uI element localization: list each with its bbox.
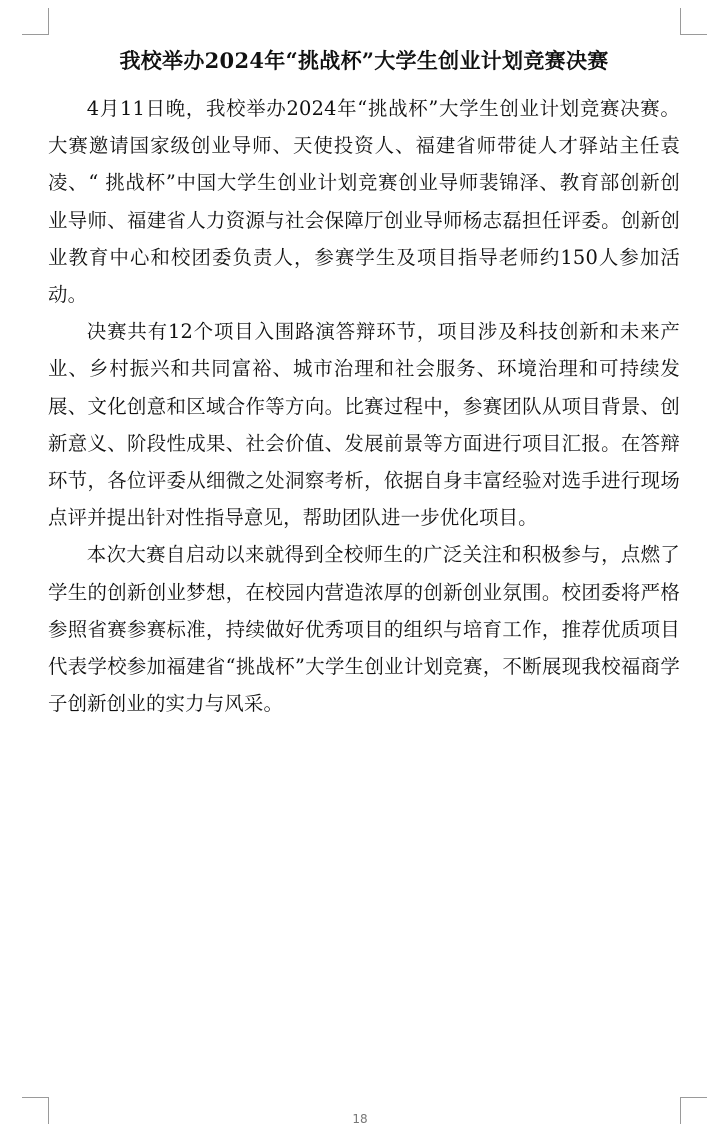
crop-mark-top-right [680, 8, 707, 35]
crop-mark-top-left [22, 8, 49, 35]
paragraph-2: 决赛共有12个项目入围路演答辩环节，项目涉及科技创新和未来产业、乡村振兴和共同富裕、城市治理和社会服务、环境治理和可持续发展、文化创意和区域合作等方向。比赛过程中，参赛团队从项目背景、创新意义、阶段性成果、社会价值、发展前景等方面进行项目汇报。在答辩环节，各位评委从细微之处洞察考析，依据自身丰富经验对选手进行现场点评并提出针对性指导意见，帮助团队进一步优化项目。 [48, 320, 680, 530]
paragraph-1: 4月11日晚，我校举办2024年“挑战杯”大学生创业计划竞赛决赛。大赛邀请国家级创业导师、天使投资人、福建省师带徒人才驿站主任袁凌、“ 挑战杯”中国大学生创业计划竞赛创业导师裴锦泽、教育部创新创业导师、福建省人力资源与社会保障厅创业导师杨志磊担任评委。创新创业教育中心和校团委负责人，参赛学生及项目指导老师约150人参加活动。 [48, 97, 680, 307]
page-number: 18 [352, 1112, 368, 1126]
document-body [48, 40, 680, 722]
paragraph-3: 本次大赛自启动以来就得到全校师生的广泛关注和积极参与，点燃了学生的创新创业梦想，在校园内营造浓厚的创新创业氛围。校团委将严格参照省赛参赛标准，持续做好优秀项目的组织与培育工作，推荐优质项目代表学校参加福建省“挑战杯”大学生创业计划竞赛，不断展现我校福商学子创新创业的实力与风采。 [48, 543, 680, 716]
article-title: 我校举办2024年“挑战杯”大学生创业计划竞赛决赛 [119, 48, 609, 73]
